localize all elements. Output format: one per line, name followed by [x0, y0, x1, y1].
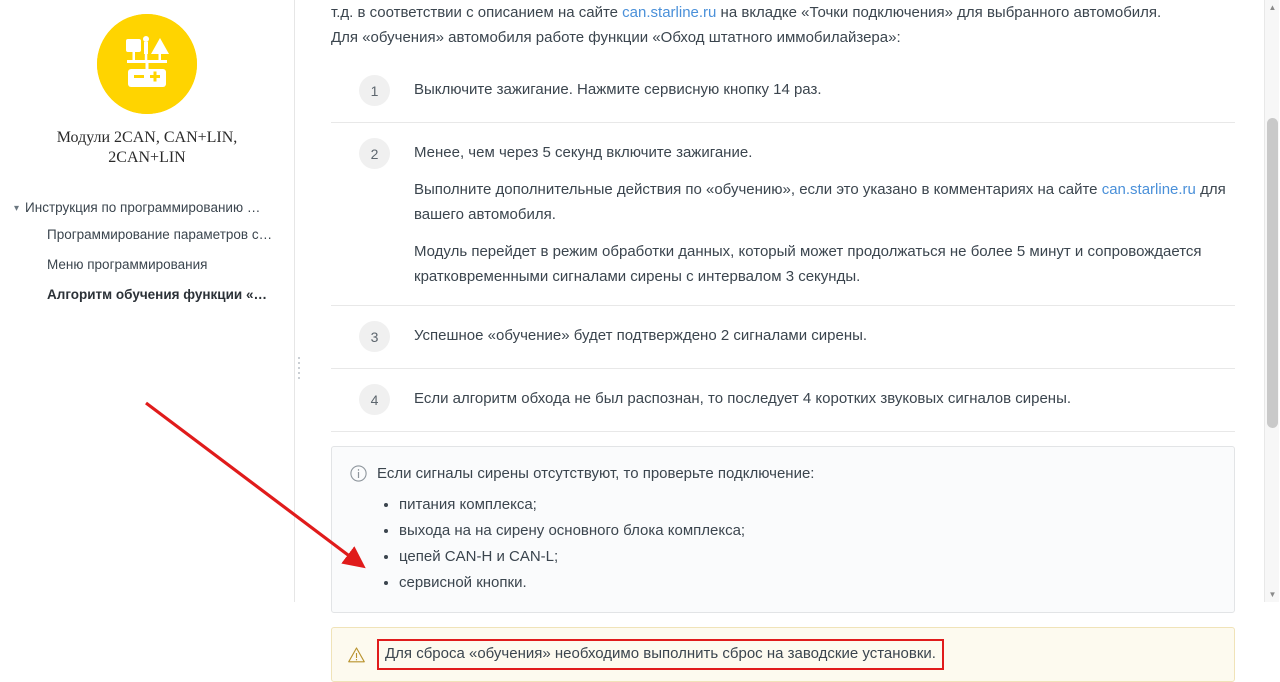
step-item — [331, 60, 1235, 123]
step2-suffix: для вашего автомобиля. — [414, 181, 1226, 223]
step-body — [414, 383, 1071, 411]
step-number: 4 — [359, 384, 390, 415]
step-paragraph: Модуль перейдет в режим обработки данных, который может продолжаться не более 5 минут и сопровождается кратковременными сигналами сирены с интервалом 3 секунды. — [414, 243, 1202, 285]
sidebar-item-learning-algorithm[interactable]: Алгоритм обучения функции «… — [47, 287, 267, 302]
sidebar-item-parameter-programming[interactable]: Программирование параметров с… — [47, 227, 273, 242]
document-content — [295, 0, 1279, 662]
step-number: 2 — [359, 138, 390, 169]
info-callout-title: Если сигналы сирены отсутствуют, то проверьте подключение: — [377, 465, 815, 482]
vertical-scrollbar[interactable] — [1264, 0, 1279, 602]
warning-callout — [331, 627, 1235, 682]
chevron-down-icon[interactable]: ▾ — [14, 203, 20, 214]
warning-triangle-icon — [348, 647, 365, 663]
sidebar-nav — [0, 196, 294, 310]
step-item — [331, 123, 1235, 306]
step-paragraph: Если алгоритм обхода не был распознан, то последует 4 коротких звуковых сигналов сирены. — [414, 390, 1072, 407]
scrollbar-thumb[interactable] — [1267, 118, 1278, 428]
step-body — [414, 74, 822, 102]
step-body — [414, 320, 867, 348]
intro-line1-suffix: на вкладке «Точки подключения» для выбранного автомобиля. — [716, 4, 1162, 21]
step2-prefix: Выполните дополнительные действия по «обучению», если это указано в комментариях на сайте — [414, 181, 1102, 198]
product-title: Модули 2CAN, CAN+LIN, 2CAN+LIN — [56, 129, 238, 166]
info-circle-icon — [350, 465, 367, 482]
sidebar-item-programming-menu[interactable]: Меню программирования — [47, 257, 208, 272]
scroll-down-arrow-icon[interactable]: ▼ — [1268, 590, 1277, 599]
step-paragraph-with-link — [414, 177, 1235, 227]
intro-line1-prefix: т.д. в соответствии с описанием на сайте — [331, 4, 623, 21]
can-starline-link-2[interactable]: can.starline.ru — [1101, 181, 1196, 198]
step-paragraph: Менее, чем через 5 секунд включите зажигание. — [414, 144, 753, 161]
info-callout-list — [377, 492, 814, 595]
scroll-up-arrow-icon[interactable]: ▲ — [1268, 3, 1277, 12]
step-body — [414, 137, 1235, 289]
list-item: • сервисной кнопки. — [399, 570, 814, 595]
info-callout-body — [377, 461, 814, 596]
steps-list — [331, 60, 1235, 432]
sidebar-splitter[interactable] — [295, 0, 305, 602]
step-number: 1 — [359, 75, 390, 106]
info-callout — [331, 446, 1235, 613]
step-item — [331, 306, 1235, 369]
warning-text: Для сброса «обучения» необходимо выполнить сброс на заводские установки. — [377, 639, 944, 670]
list-item: • питания комплекса; — [399, 492, 814, 517]
can-starline-link-1[interactable]: can.starline.ru — [622, 4, 717, 21]
sidebar — [0, 0, 295, 602]
step-item — [331, 369, 1235, 432]
intro-line2: Для «обучения» автомобиля работе функции «Обход штатного иммобилайзера»: — [331, 29, 901, 46]
sidebar-item-label: Инструкция по программированию … — [25, 200, 261, 215]
step-paragraph: Успешное «обучение» будет подтверждено 2 сигналами сирены. — [414, 327, 868, 344]
starline-can-module-logo-icon — [97, 14, 197, 114]
intro-paragraph — [331, 0, 1235, 50]
list-item: • выхода на на сирену основного блока комплекса; — [399, 518, 814, 543]
logo-wrapper — [0, 14, 294, 114]
step-paragraph: Выключите зажигание. Нажмите сервисную кнопку 14 раз. — [414, 81, 822, 98]
splitter-grip-icon[interactable] — [297, 357, 300, 379]
list-item: • цепей CAN-H и CAN-L; — [399, 544, 814, 569]
step-number: 3 — [359, 321, 390, 352]
sidebar-item-programming-manual[interactable] — [14, 196, 284, 220]
